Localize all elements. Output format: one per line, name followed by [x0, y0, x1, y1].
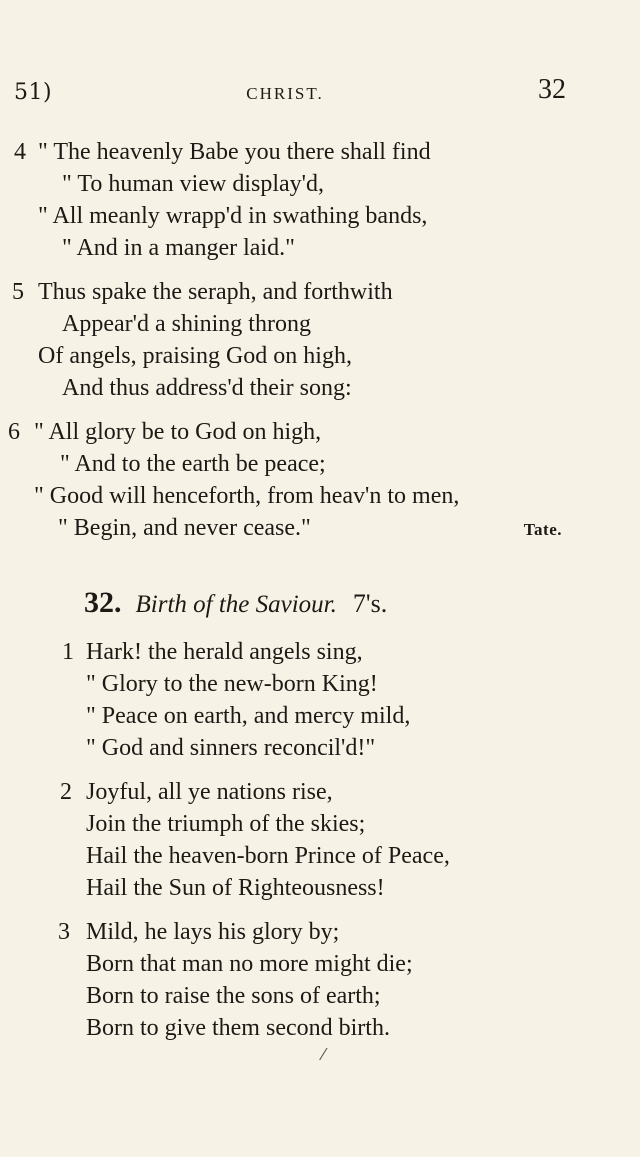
stanza-3: [0, 916, 640, 1044]
verse-line: Born to give them second birth.: [86, 1015, 390, 1041]
hymn-heading: [84, 584, 387, 622]
verse-line: " Glory to the new-born King!: [86, 671, 378, 697]
verse-line: " God and sinners reconcil'd!": [86, 735, 376, 761]
running-header: [0, 74, 640, 114]
verse-line: " To human view display'd,: [62, 171, 324, 197]
stanza-6: [0, 416, 640, 544]
verse-line: " And to the earth be peace;: [60, 451, 326, 477]
stanza-number: 2: [60, 779, 72, 805]
stanza-number: 5: [12, 279, 24, 305]
hymn-meter: 7's.: [352, 589, 388, 618]
verse-line: Born that man no more might die;: [86, 951, 413, 977]
page-number: 32: [538, 74, 566, 105]
header-section-title: CHRIST.: [246, 84, 324, 103]
verse-line: " Good will henceforth, from heav'n to men,: [34, 483, 460, 509]
verse-line: Of angels, praising God on high,: [38, 343, 352, 369]
stanza-4: [0, 136, 640, 264]
verse-line: Join the triumph of the skies;: [86, 811, 366, 837]
stanza-number: 1: [62, 639, 74, 665]
stanza-1: [0, 636, 640, 764]
hymn-number: 32.: [84, 586, 122, 619]
stanza-number: 6: [8, 419, 20, 445]
verse-line: Hail the Sun of Righteousness!: [86, 875, 385, 901]
verse-line: Born to raise the sons of earth;: [86, 983, 381, 1009]
verse-line: " All glory be to God on high,: [34, 419, 322, 445]
verse-line: " And in a manger laid.": [62, 235, 295, 261]
stanza-2: [0, 776, 640, 904]
header-hymn-range: 51): [14, 80, 53, 105]
stanza-5: [0, 276, 640, 404]
verse-line: Mild, he lays his glory by;: [86, 919, 340, 945]
author-attribution: Tate.: [523, 520, 562, 539]
verse-line: And thus address'd their song:: [62, 375, 352, 401]
verse-line: Hark! the herald angels sing,: [86, 639, 363, 665]
verse-line: " The heavenly Babe you there shall find: [38, 139, 431, 165]
stanza-number: 4: [14, 139, 26, 165]
ink-mark-decoration: ⁄: [322, 1045, 325, 1064]
verse-line: " All meanly wrapp'd in swathing bands,: [38, 203, 428, 229]
verse-line: Appear'd a shining throng: [62, 311, 311, 337]
verse-line: " Begin, and never cease.": [58, 515, 311, 541]
hymn-title: Birth of the Saviour.: [135, 591, 337, 618]
verse-line: Joyful, all ye nations rise,: [86, 779, 333, 805]
verse-line: Thus spake the seraph, and forthwith: [38, 279, 393, 305]
stanza-number: 3: [58, 919, 70, 945]
verse-line: Hail the heaven-born Prince of Peace,: [86, 843, 450, 869]
verse-line: " Peace on earth, and mercy mild,: [86, 703, 411, 729]
